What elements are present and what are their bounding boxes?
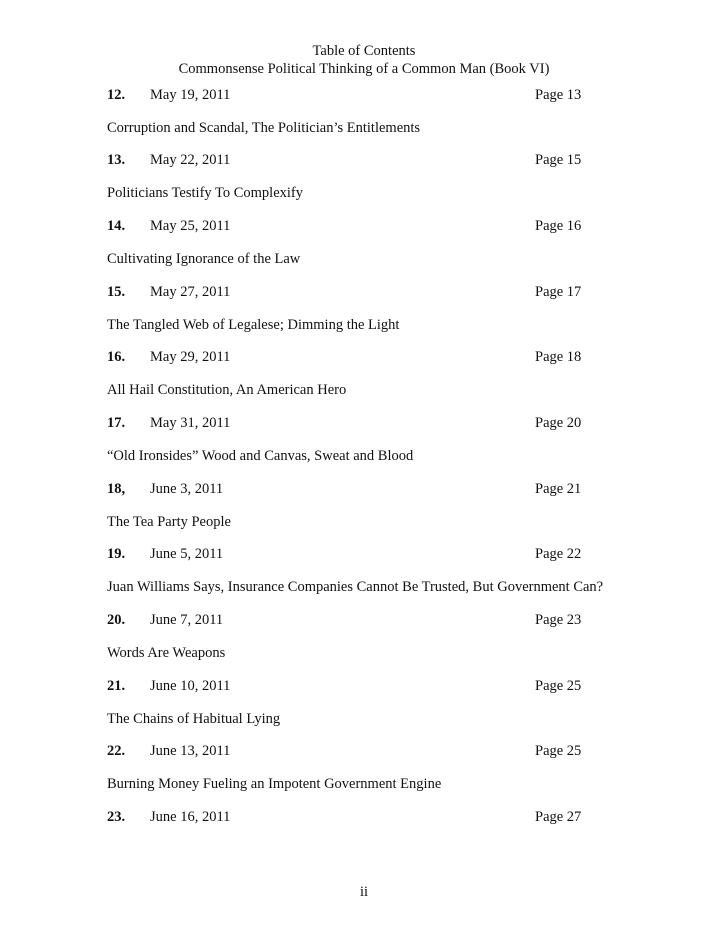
entry-title: The Tangled Web of Legalese; Dimming the Light: [107, 317, 400, 333]
entry-page-ref: Page 17: [535, 284, 582, 300]
page-number: ii: [359, 884, 369, 900]
entry-page-ref: Page 21: [535, 481, 582, 497]
entry-date: June 3, 2011: [150, 481, 224, 497]
entry-date: June 13, 2011: [150, 743, 231, 759]
entry-page-ref: Page 22: [535, 546, 582, 562]
toc-entry: [0, 678, 728, 744]
entry-date: June 5, 2011: [150, 546, 224, 562]
entry-page-ref: Page 18: [535, 349, 582, 365]
entry-date: May 29, 2011: [150, 349, 231, 365]
entry-title: Words Are Weapons: [107, 645, 226, 661]
entry-number: 20.: [107, 612, 126, 628]
entry-header-line: [0, 546, 728, 564]
entry-number: 16.: [107, 349, 126, 365]
entry-date: May 27, 2011: [150, 284, 231, 300]
entry-page-ref: Page 25: [535, 743, 582, 759]
entry-number: 19.: [107, 546, 126, 562]
entry-number: 14.: [107, 218, 126, 234]
toc-entry: [0, 612, 728, 678]
entry-header-line: [0, 349, 728, 367]
entry-header-line: [0, 612, 728, 630]
entry-date: June 7, 2011: [150, 612, 224, 628]
entry-date: May 22, 2011: [150, 152, 231, 168]
entry-number: 23.: [107, 809, 126, 825]
toc-entry: [0, 415, 728, 481]
toc-entry: [0, 152, 728, 218]
entry-title: Juan Williams Says, Insurance Companies Cannot Be Trusted, But Government Can?: [107, 579, 604, 595]
entry-header-line: [0, 284, 728, 302]
entry-date: May 31, 2011: [150, 415, 231, 431]
entry-title: Corruption and Scandal, The Politician’s Entitlements: [107, 120, 421, 136]
toc-entry: [0, 87, 728, 153]
entry-page-ref: Page 25: [535, 678, 582, 694]
entry-header-line: [0, 152, 728, 170]
entry-header-line: [0, 87, 728, 105]
entry-number: 12.: [107, 87, 126, 103]
entry-number: 18,: [107, 481, 126, 497]
entry-title: The Chains of Habitual Lying: [107, 711, 281, 727]
entry-page-ref: Page 13: [535, 87, 582, 103]
entry-title: Politicians Testify To Complexify: [107, 185, 303, 201]
entry-title: Cultivating Ignorance of the Law: [107, 251, 301, 267]
entry-page-ref: Page 27: [535, 809, 582, 825]
entry-title: Burning Money Fueling an Impotent Government Engine: [107, 776, 442, 792]
toc-entry: [0, 481, 728, 547]
toc-entry: [0, 284, 728, 350]
entry-page-ref: Page 15: [535, 152, 582, 168]
toc-heading: Table of Contents: [312, 43, 416, 59]
toc-entry: [0, 546, 728, 612]
entry-header-line: [0, 743, 728, 761]
entry-page-ref: Page 23: [535, 612, 582, 628]
entry-number: 15.: [107, 284, 126, 300]
entry-header-line: [0, 218, 728, 236]
entry-header-line: [0, 809, 728, 827]
entry-title: “Old Ironsides” Wood and Canvas, Sweat and Blood: [107, 448, 414, 464]
entry-number: 22.: [107, 743, 126, 759]
entry-page-ref: Page 20: [535, 415, 582, 431]
toc-entry: [0, 809, 728, 875]
toc-entry: [0, 743, 728, 809]
toc-entry: [0, 349, 728, 415]
entry-title: The Tea Party People: [107, 514, 231, 530]
entry-date: May 25, 2011: [150, 218, 231, 234]
entry-page-ref: Page 16: [535, 218, 582, 234]
entry-date: June 10, 2011: [150, 678, 231, 694]
entry-date: June 16, 2011: [150, 809, 231, 825]
entry-title: All Hail Constitution, An American Hero: [107, 382, 347, 398]
entry-header-line: [0, 678, 728, 696]
book-title: Commonsense Political Thinking of a Common Man (Book VI): [178, 61, 550, 77]
toc-entry: [0, 218, 728, 284]
entry-number: 17.: [107, 415, 126, 431]
entry-number: 21.: [107, 678, 126, 694]
entry-date: May 19, 2011: [150, 87, 231, 103]
entry-header-line: [0, 481, 728, 499]
entry-header-line: [0, 415, 728, 433]
entry-number: 13.: [107, 152, 126, 168]
